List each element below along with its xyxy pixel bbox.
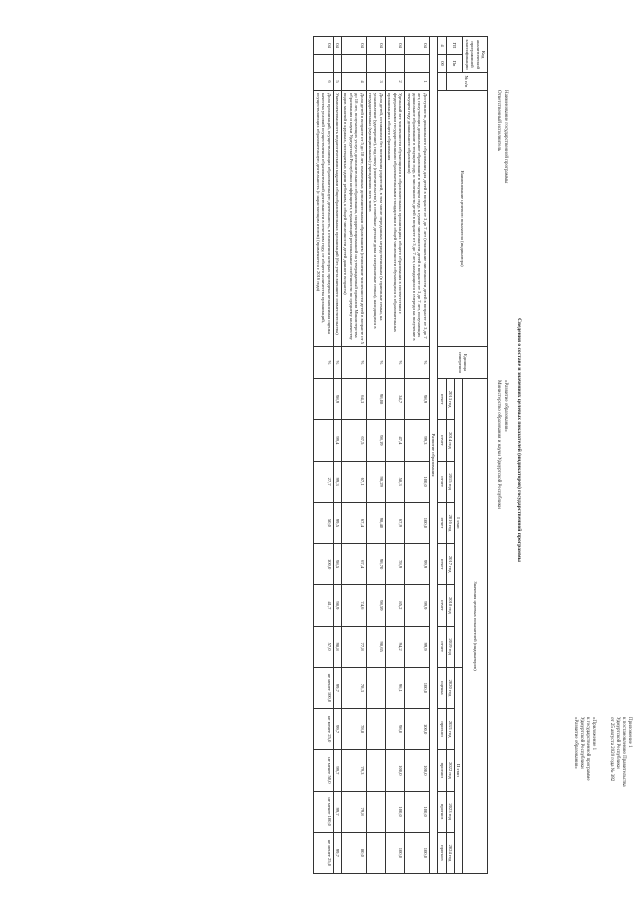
cell-value: 98,19: [366, 420, 385, 461]
appendix-line: «Развитие образования»: [573, 717, 578, 769]
cell-num: 4: [342, 73, 367, 91]
header-values: Значения целевых показателей (индикаторов): [463, 379, 488, 874]
cell-value: 100,0: [405, 832, 430, 873]
cell-value: 96,1: [385, 667, 404, 708]
table-row: [333, 37, 341, 874]
cell-value: 100,0: [405, 461, 430, 502]
header-stage1: I этап: [454, 379, 462, 668]
cell-value: 85,2: [385, 585, 404, 626]
kind-header: отчет: [438, 379, 446, 420]
cell-value: 79,3: [342, 750, 367, 791]
cell-value: 58,3: [385, 461, 404, 502]
kind-header: прогноз: [438, 750, 446, 791]
indicators-table: [313, 36, 488, 874]
table-row: [405, 37, 430, 874]
cell-pp: [314, 55, 333, 73]
kind-header: прогноз: [438, 709, 446, 750]
cell-value: 99,7: [333, 791, 341, 832]
cell-value: [366, 832, 385, 873]
table-row: [314, 37, 333, 874]
cell-value: 78,8: [342, 709, 367, 750]
cell-value: 67,1: [342, 461, 367, 502]
responsible-label: Ответственный исполнитель: [496, 90, 501, 152]
kind-header: отчет: [438, 585, 446, 626]
header-code: Код аналитической программной классификации: [463, 37, 488, 73]
cell-value: 78,3: [342, 667, 367, 708]
cell-unit: %: [366, 347, 385, 379]
cell-gp: 04: [405, 37, 430, 55]
cell-value: 67,5: [342, 420, 367, 461]
program-name: «Развитие образования»: [503, 380, 508, 432]
cell-value: 99,5: [333, 502, 341, 543]
table-row: [366, 37, 385, 874]
header-unit: Единица измерения: [438, 347, 488, 379]
cell-pp: [385, 55, 404, 73]
cell-num: 2: [385, 73, 404, 91]
cell-value: не менее 100,0: [314, 791, 333, 832]
cell-num: 5: [333, 73, 341, 91]
cell-value: 50,0: [314, 502, 333, 543]
year-header: 2013 год: [446, 379, 454, 420]
cell-indicator-name: Доля детей, оставшихся без попечения родителей, в том числе переданных неродственникам (в приемные семьи, на усыновление (удочерение), под опеку (попечительство), в семейные детские дома и патронатные семьи), находящихся в государственных (муниципальных) учреждениях всех типов: [366, 91, 385, 347]
cell-value: 99,3: [333, 461, 341, 502]
old-appendix-block: [572, 717, 596, 867]
cell-value: 98,29: [366, 461, 385, 502]
cell-unit: %: [342, 347, 367, 379]
cell-value: 99,3: [405, 420, 430, 461]
appendix-line: Приложение 1: [627, 717, 632, 748]
year-header: 2014 год: [446, 420, 454, 461]
cell-num: 1: [405, 73, 430, 91]
cell-indicator-name: Доля организаций, осуществляющих образовательную деятельность, в отношении которых проведена независимая оценка качества условий осуществления образовательной деятельности в отчетном году, от общего количества организаций, осуществляющих образовательную деятельность (с нарастающим итогом) (применяется с 2016 года): [314, 91, 333, 347]
cell-value: 98,59: [366, 585, 385, 626]
header-stage2: II этап: [454, 667, 462, 873]
cell-value: 100,0: [405, 502, 430, 543]
kind-header: отчет: [438, 502, 446, 543]
cell-value: 100,0: [385, 750, 404, 791]
cell-value: 100,0: [405, 667, 430, 708]
cell-value: 100,0: [385, 832, 404, 873]
cell-value: [366, 667, 385, 708]
cell-pp: [405, 55, 430, 73]
year-header: 2022 год: [446, 750, 454, 791]
cell-value: 99,7: [333, 667, 341, 708]
cell-value: 74,6: [342, 585, 367, 626]
appendix-line: Удмуртской Республики: [579, 717, 584, 769]
header-gp: ГП: [446, 37, 463, 55]
cell-value: 100,0: [405, 791, 430, 832]
document-title: Сведения о составе и значениях целевых показателей (индикаторов) государственной программы: [516, 318, 522, 562]
responsible-executor: Министерство образования и науки Удмуртской Республики: [496, 380, 501, 509]
cell-pp: [366, 55, 385, 73]
kind-header: отчет: [438, 461, 446, 502]
cell-value: 99,7: [333, 709, 341, 750]
cell-pp: [342, 55, 367, 73]
appendix-line: Удмуртской Республики: [615, 717, 620, 769]
cell-value: не менее 25,0: [314, 709, 333, 750]
cell-value: 57,0: [314, 626, 333, 667]
cell-indicator-name: Удельный вес численности обучающихся в образовательных организациях общего образования в соответствии с федеральными государственными образовательными стандартами в общей численности обучающихся в образовательных организациях общего образования: [385, 91, 404, 347]
cell-unit: %: [333, 347, 341, 379]
section-row: [429, 37, 437, 874]
cell-value: 79,8: [342, 791, 367, 832]
cell-value: 98,9: [333, 585, 341, 626]
cell-gp: 04: [342, 37, 367, 55]
cell-unit: %: [314, 347, 333, 379]
cell-value: не менее 100,0: [314, 667, 333, 708]
kind-header: прогноз: [438, 832, 446, 873]
cell-value: 98,8: [333, 626, 341, 667]
kind-header: отчет: [438, 626, 446, 667]
cell-indicator-name: Укомплектованность педагогическими кадрами общеобразовательных организаций (без учета внешнего совместительства): [333, 91, 341, 347]
cell-indicator-name: Доля детей в возрасте от 5 до 18 лет, охваченных дополнительным образованием (отношение численности детей в возрасте от 5 до 18 лет, получающих услуги дополнительного образования, скорректированной на утверждаемый приказом Министерства образования и науки Удмуртской Республики коэффициент, отражающий региональные особенности по среднему количеству видов занятий в кружках, посещаемых одним ребенком, к общей численности детей данного возраста): [342, 91, 367, 347]
cell-value: 100,0: [385, 791, 404, 832]
cell-value: [314, 420, 333, 461]
appendix-block: [608, 717, 632, 867]
cell-gp: 04: [333, 37, 341, 55]
cell-gp: 04: [314, 37, 333, 55]
cell-value: 67,9: [385, 502, 404, 543]
cell-value: [366, 791, 385, 832]
header-name: Наименование целевого показателя (индикатора): [438, 91, 488, 347]
cell-value: 98,40: [366, 502, 385, 543]
cell-indicator-name: Доступность дошкольного образования для детей в возрасте от 3 до 7 лет (отношение численности детей в возрасте от 3 до 7 лет, получающих дошкольное образование в текущем году, к сумме численности детей в возрасте от 3 до 7 лет, получающих дошкольное образование в текущем году, и численности детей в возрасте от 3 до 7 лет, находящихся в очереди на получение в текущем году дошкольного образования): [405, 91, 430, 347]
cell-value: 99,7: [333, 750, 341, 791]
cell-value: 41,7: [314, 585, 333, 626]
cell-value: 67,4: [342, 502, 367, 543]
appendix-line: «Приложение 1: [591, 717, 596, 751]
kind-header: оценка: [438, 667, 446, 708]
cell-value: 98,65: [366, 626, 385, 667]
cell-value: 99,7: [333, 832, 341, 873]
cell-value: 99,9: [405, 585, 430, 626]
table-row: [385, 37, 404, 874]
cell-value: [366, 750, 385, 791]
cell-pp: [333, 55, 341, 73]
cell-value: 80,0: [342, 832, 367, 873]
cell-num: 3: [366, 73, 385, 91]
cell-value: не менее 25,0: [314, 832, 333, 873]
cell-value: 98,0: [385, 709, 404, 750]
year-header: 2018 год: [446, 585, 454, 626]
kind-header: отчет: [438, 420, 446, 461]
cell-value: не менее 50,0: [314, 750, 333, 791]
appendix-line: от 25 августа 2020 года № 382: [609, 717, 614, 782]
index-num: [438, 73, 446, 91]
cell-value: 100,0: [405, 750, 430, 791]
cell-value: 98,9: [333, 379, 341, 420]
cell-value: 100,0: [314, 544, 333, 585]
cell-gp: 04: [385, 37, 404, 55]
cell-value: 99,9: [405, 544, 430, 585]
cell-value: 67,4: [342, 544, 367, 585]
year-header: 2016 год: [446, 502, 454, 543]
year-header: 2021 год: [446, 709, 454, 750]
appendix-line: к постановлению Правительства: [621, 717, 626, 787]
cell-value: 94,2: [385, 626, 404, 667]
section-title: Развитие образования: [429, 37, 437, 874]
cell-value: 100,0: [405, 709, 430, 750]
index-gp: 4: [438, 37, 446, 55]
cell-value: 27,7: [314, 461, 333, 502]
cell-value: 98,9: [405, 379, 430, 420]
cell-value: 99,9: [405, 626, 430, 667]
cell-num: 6: [314, 73, 333, 91]
kind-header: отчет: [438, 544, 446, 585]
index-pp: 00: [438, 55, 446, 73]
year-header: 2015 год: [446, 461, 454, 502]
cell-value: 98,08: [366, 379, 385, 420]
cell-value: 98,70: [366, 544, 385, 585]
program-name-label: Наименование государственной программы: [503, 90, 508, 184]
cell-value: [314, 379, 333, 420]
header-pp: Пп: [446, 55, 463, 73]
cell-unit: %: [385, 347, 404, 379]
cell-value: 34,7: [385, 379, 404, 420]
year-header: 2024 год: [446, 832, 454, 873]
cell-value: 78,9: [385, 544, 404, 585]
cell-value: [366, 709, 385, 750]
year-header: 2019 год: [446, 626, 454, 667]
year-header: 2020 год: [446, 667, 454, 708]
cell-value: 99,4: [333, 420, 341, 461]
cell-value: 47,4: [385, 420, 404, 461]
table-row: [342, 37, 367, 874]
cell-gp: 04: [366, 37, 385, 55]
year-header: 2017 год: [446, 544, 454, 585]
cell-value: 77,8: [342, 626, 367, 667]
cell-unit: %: [405, 347, 430, 379]
year-header: 2023 год: [446, 791, 454, 832]
cell-value: 64,3: [342, 379, 367, 420]
cell-value: 98,5: [333, 544, 341, 585]
kind-header: прогноз: [438, 791, 446, 832]
header-num: № п/п: [446, 73, 487, 91]
appendix-line: к государственной программе: [585, 717, 590, 781]
